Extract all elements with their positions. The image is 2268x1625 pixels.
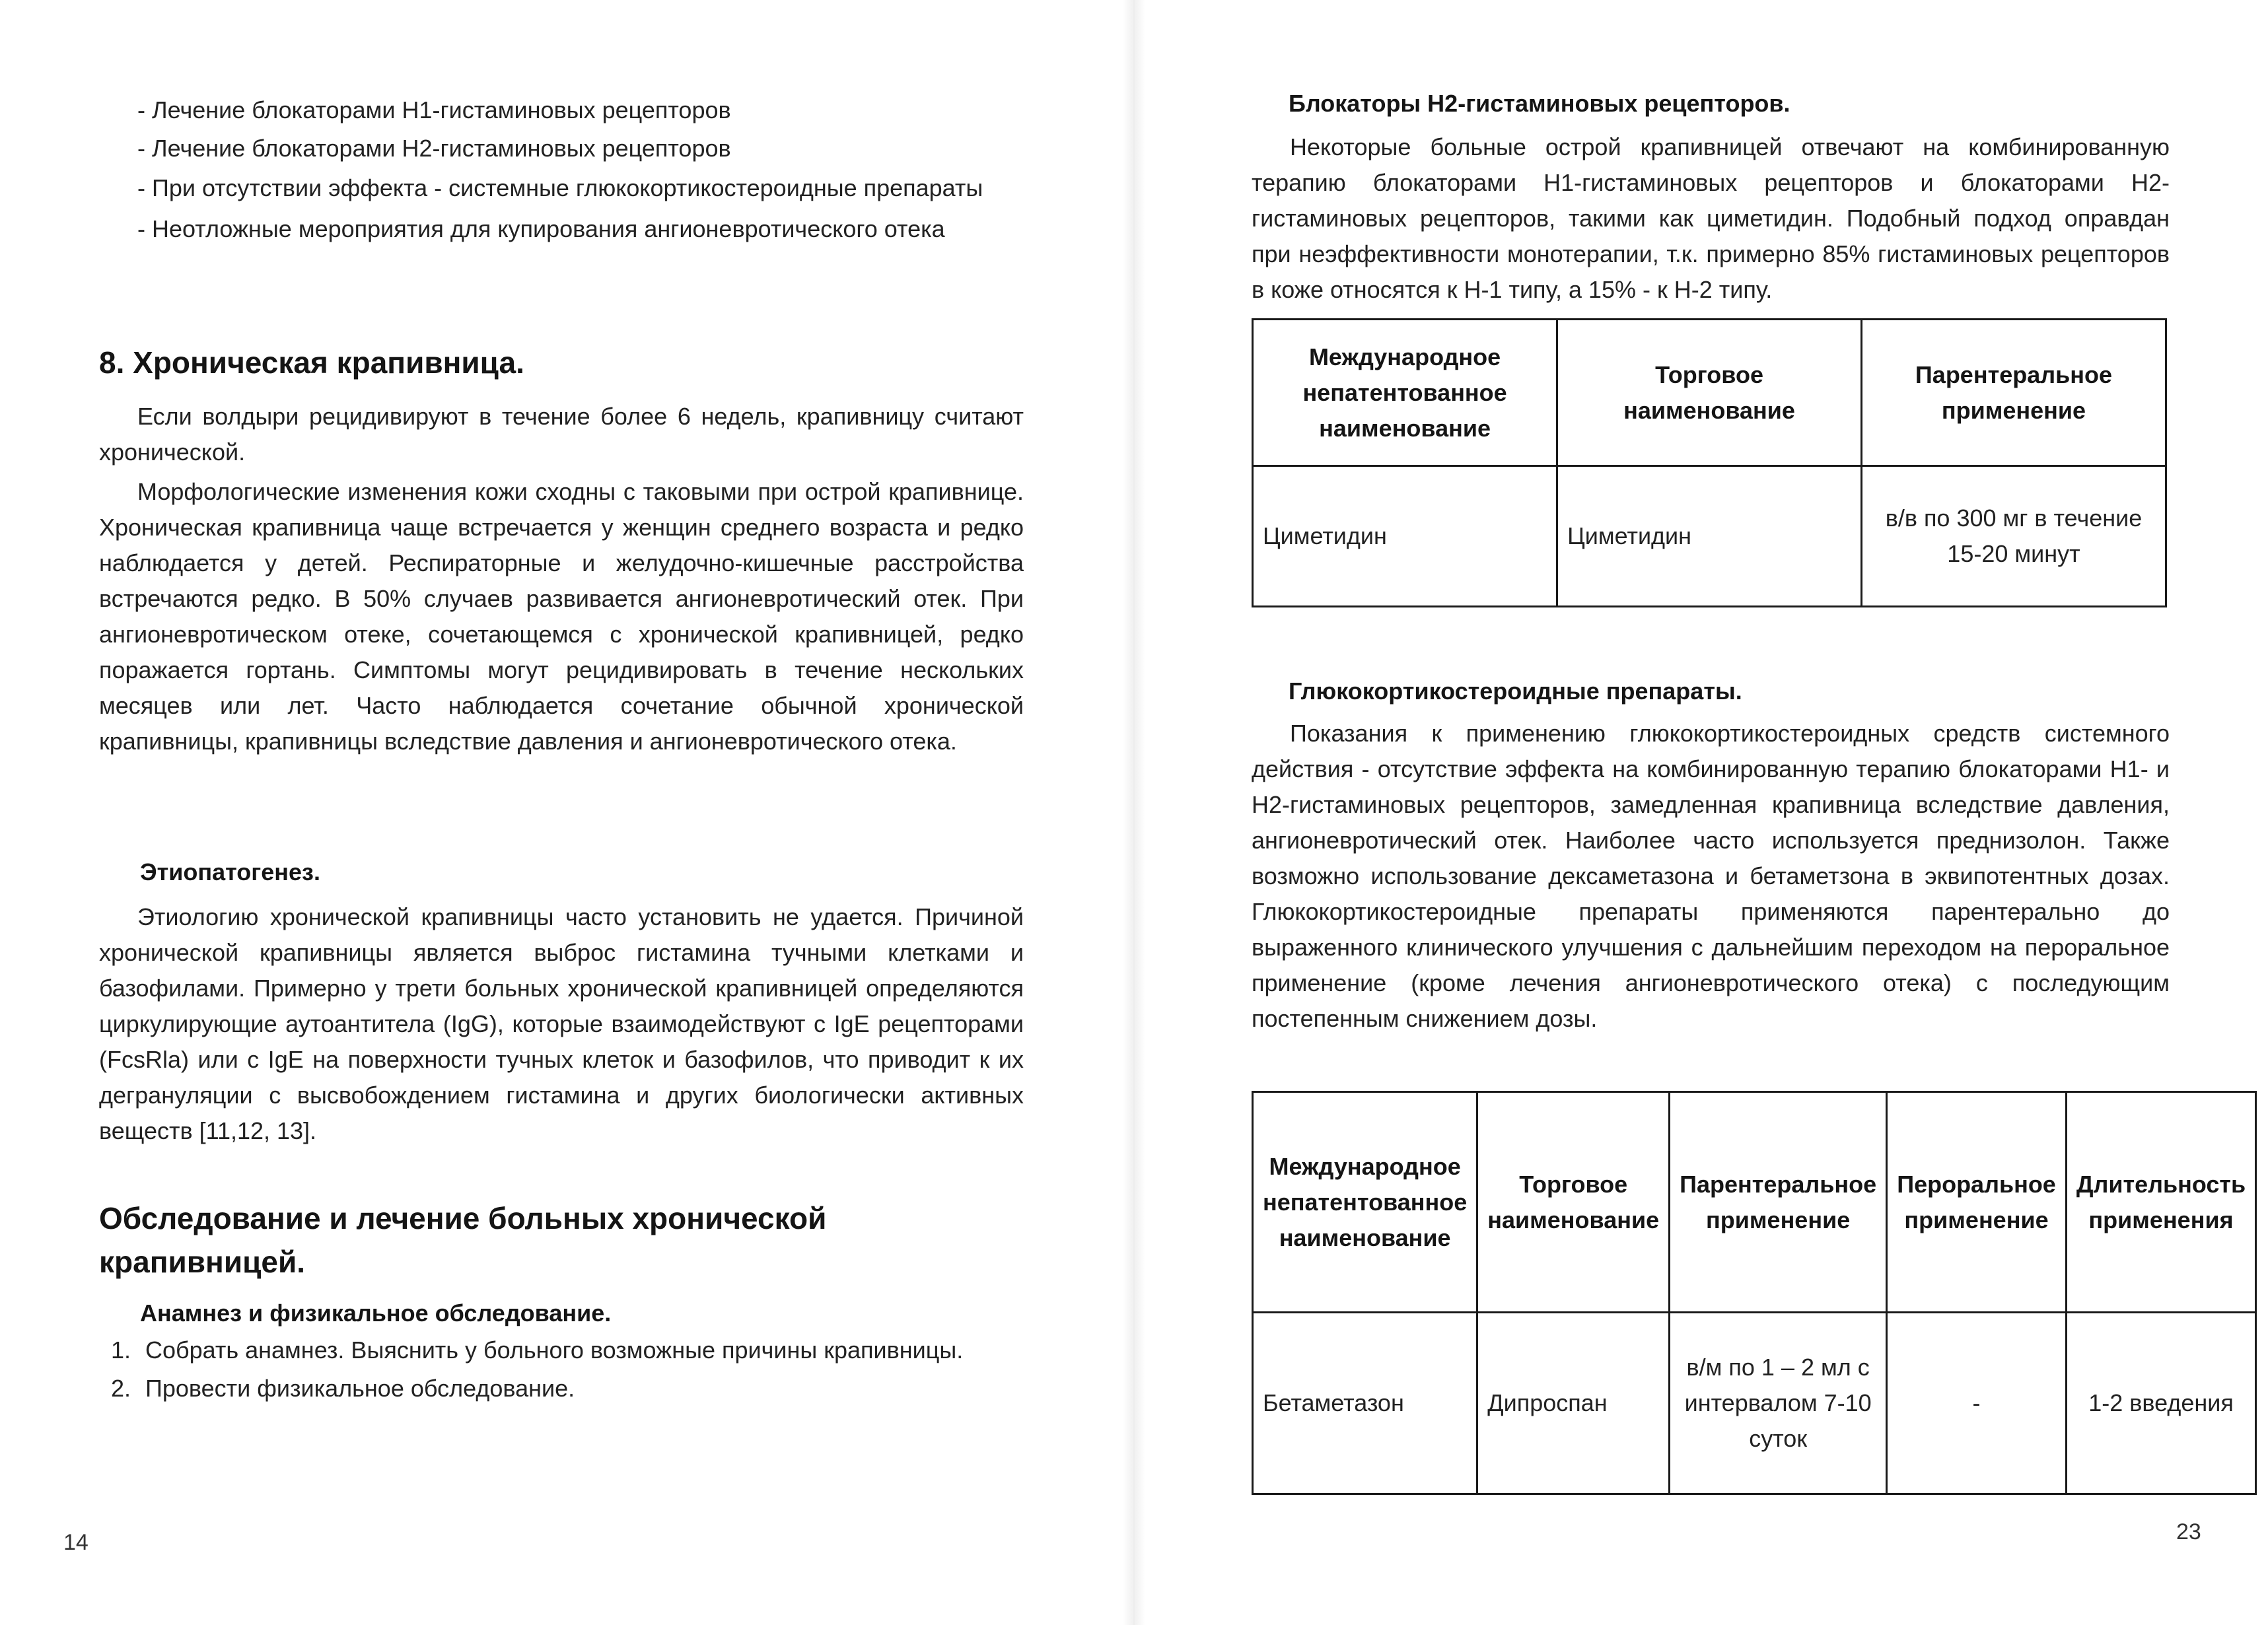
- cell-trade-name: Циметидин: [1557, 466, 1862, 607]
- right-page: [1252, 0, 2246, 1625]
- section-heading-chronic-urticaria: 8. Хроническая крапивница.: [99, 345, 524, 380]
- page-number: 14: [63, 1530, 89, 1555]
- list-item: 1. Собрать анамнез. Выяснить у больного возможные причины крапивницы.: [137, 1332, 1022, 1368]
- table-glucocorticosteroids: [1252, 1091, 2257, 1495]
- table-h2-blockers: [1252, 318, 2167, 607]
- cell-parenteral: в/м по 1 – 2 мл с интервалом 7-10 суток: [1670, 1313, 1887, 1494]
- list-item: - Лечение блокаторами Н2-гистаминовых рецепторов: [137, 135, 731, 162]
- column-header-trade-name: Торговое наименование: [1557, 320, 1862, 466]
- book-gutter: [1123, 0, 1145, 1625]
- subheading-glucocorticosteroids: Глюкокортикостероидные препараты.: [1289, 677, 1742, 705]
- table-header-row: [1253, 320, 2166, 466]
- cell-duration: 1-2 введения: [2066, 1313, 2255, 1494]
- list-item: 2. Провести физикальное обследование.: [137, 1371, 1022, 1406]
- subheading-anamnesis: Анамнез и физикальное обследование.: [140, 1299, 612, 1327]
- paragraph-glucocorticosteroids: Показания к применению глюкокортикостероидных средств системного действия - отсутствие эффекта на комбинированную терапию блокаторами Н1- и Н2-гистаминовых рецепторов, замедленная крапивница вследствие давления, ангионевротический отек. Наиболее часто используется преднизолон. Также возможно использование дексаметазона и бетаметзона в эквипотентных дозах. Глюкокортикостероидные препараты применяются парентерально до выраженного клинического улучшения с дальнейшим переходом на пероральное применение (кроме лечения ангионевротического отека) с последующим постепенным снижением дозы.: [1252, 720, 2170, 1032]
- cell-inn: Циметидин: [1253, 466, 1557, 607]
- cell-oral: -: [1887, 1313, 2067, 1494]
- column-header-oral: Пероральное применение: [1887, 1092, 2067, 1313]
- paragraph-definition: Если волдыри рецидивируют в течение более 6 недель, крапивницу считают хронической.: [99, 403, 1024, 466]
- list-item: - Неотложные мероприятия для купирования ангионевротического отека: [137, 215, 945, 242]
- column-header-parenteral: Парентеральное применение: [1861, 320, 2166, 466]
- column-header-parenteral: Парентеральное применение: [1670, 1092, 1887, 1313]
- list-item: - При отсутствии эффекта - системные глюкокортикостероидные препараты: [137, 174, 983, 201]
- cell-parenteral: в/в по 300 мг в течение 15-20 минут: [1861, 466, 2166, 607]
- table-row: [1253, 466, 2166, 607]
- cell-trade-name: Дипроспан: [1477, 1313, 1670, 1494]
- left-page: [63, 0, 1024, 1625]
- subheading-etiopathogenesis: Этиопатогенез.: [140, 858, 320, 885]
- page-number: 23: [2176, 1519, 2201, 1544]
- section-heading-examination: Обследование и лечение больных хронической крапивницей.: [99, 1201, 827, 1279]
- subheading-h2-blockers: Блокаторы Н2-гистаминовых рецепторов.: [1289, 90, 1790, 117]
- column-header-duration: Длительность применения: [2066, 1092, 2255, 1313]
- list-item: - Лечение блокаторами Н1-гистаминовых рецепторов: [137, 96, 731, 123]
- examination-steps: [99, 1332, 1022, 1406]
- column-header-inn: Международное непатентованное наименование: [1253, 320, 1557, 466]
- treatment-list: [99, 92, 1024, 247]
- paragraph-etiopathogenesis: Этиологию хронической крапивницы часто установить не удается. Причиной хронической крапивницы является выброс гистамина тучными клетками и базофилами. Примерно у трети больных хронической крапивницей определяются циркулирующие аутоантитела (IgG), которые взаимодействуют с IgE рецепторами (FcsRla) или с IgE на поверхности тучных клеток и базофилов, что приводит к их дегрануляции с высвобождением гистамина и других биологически активных веществ [11,12, 13].: [99, 903, 1024, 1144]
- column-header-trade-name: Торговое наименование: [1477, 1092, 1670, 1313]
- paragraph-h2-blockers: Некоторые больные острой крапивницей отвечают на комбинированную терапию блокаторами Н1-гистаминовых рецепторов и блокаторами Н2-гистаминовых рецепторов, такими как циметидин. Подобный подход оправдан при неэффективности монотерапии, т.к. примерно 85% гистаминовых рецепторов в коже относятся к Н-1 типу, а 15% - к Н-2 типу.: [1252, 133, 2170, 303]
- table-row: [1253, 1313, 2256, 1494]
- paragraph-morphology: Морфологические изменения кожи сходны с таковыми при острой крапивнице. Хроническая крапивница чаще встречается у женщин среднего возраста и редко наблюдается у детей. Респираторные и желудочно-кишечные расстройства встречаются редко. В 50% случаев развивается ангионевротический отек. При ангионевротическом отеке, сочетающемся с хронической крапивницей, редко поражается гортань. Симптомы могут рецидивировать в течение нескольких месяцев или лет. Часто наблюдается сочетание обычной хронической крапивницы, крапивницы вследствие давления и ангионевротического отека.: [99, 478, 1024, 755]
- column-header-inn: Международное непатентованное наименование: [1253, 1092, 1477, 1313]
- table-header-row: [1253, 1092, 2256, 1313]
- cell-inn: Бетаметазон: [1253, 1313, 1477, 1494]
